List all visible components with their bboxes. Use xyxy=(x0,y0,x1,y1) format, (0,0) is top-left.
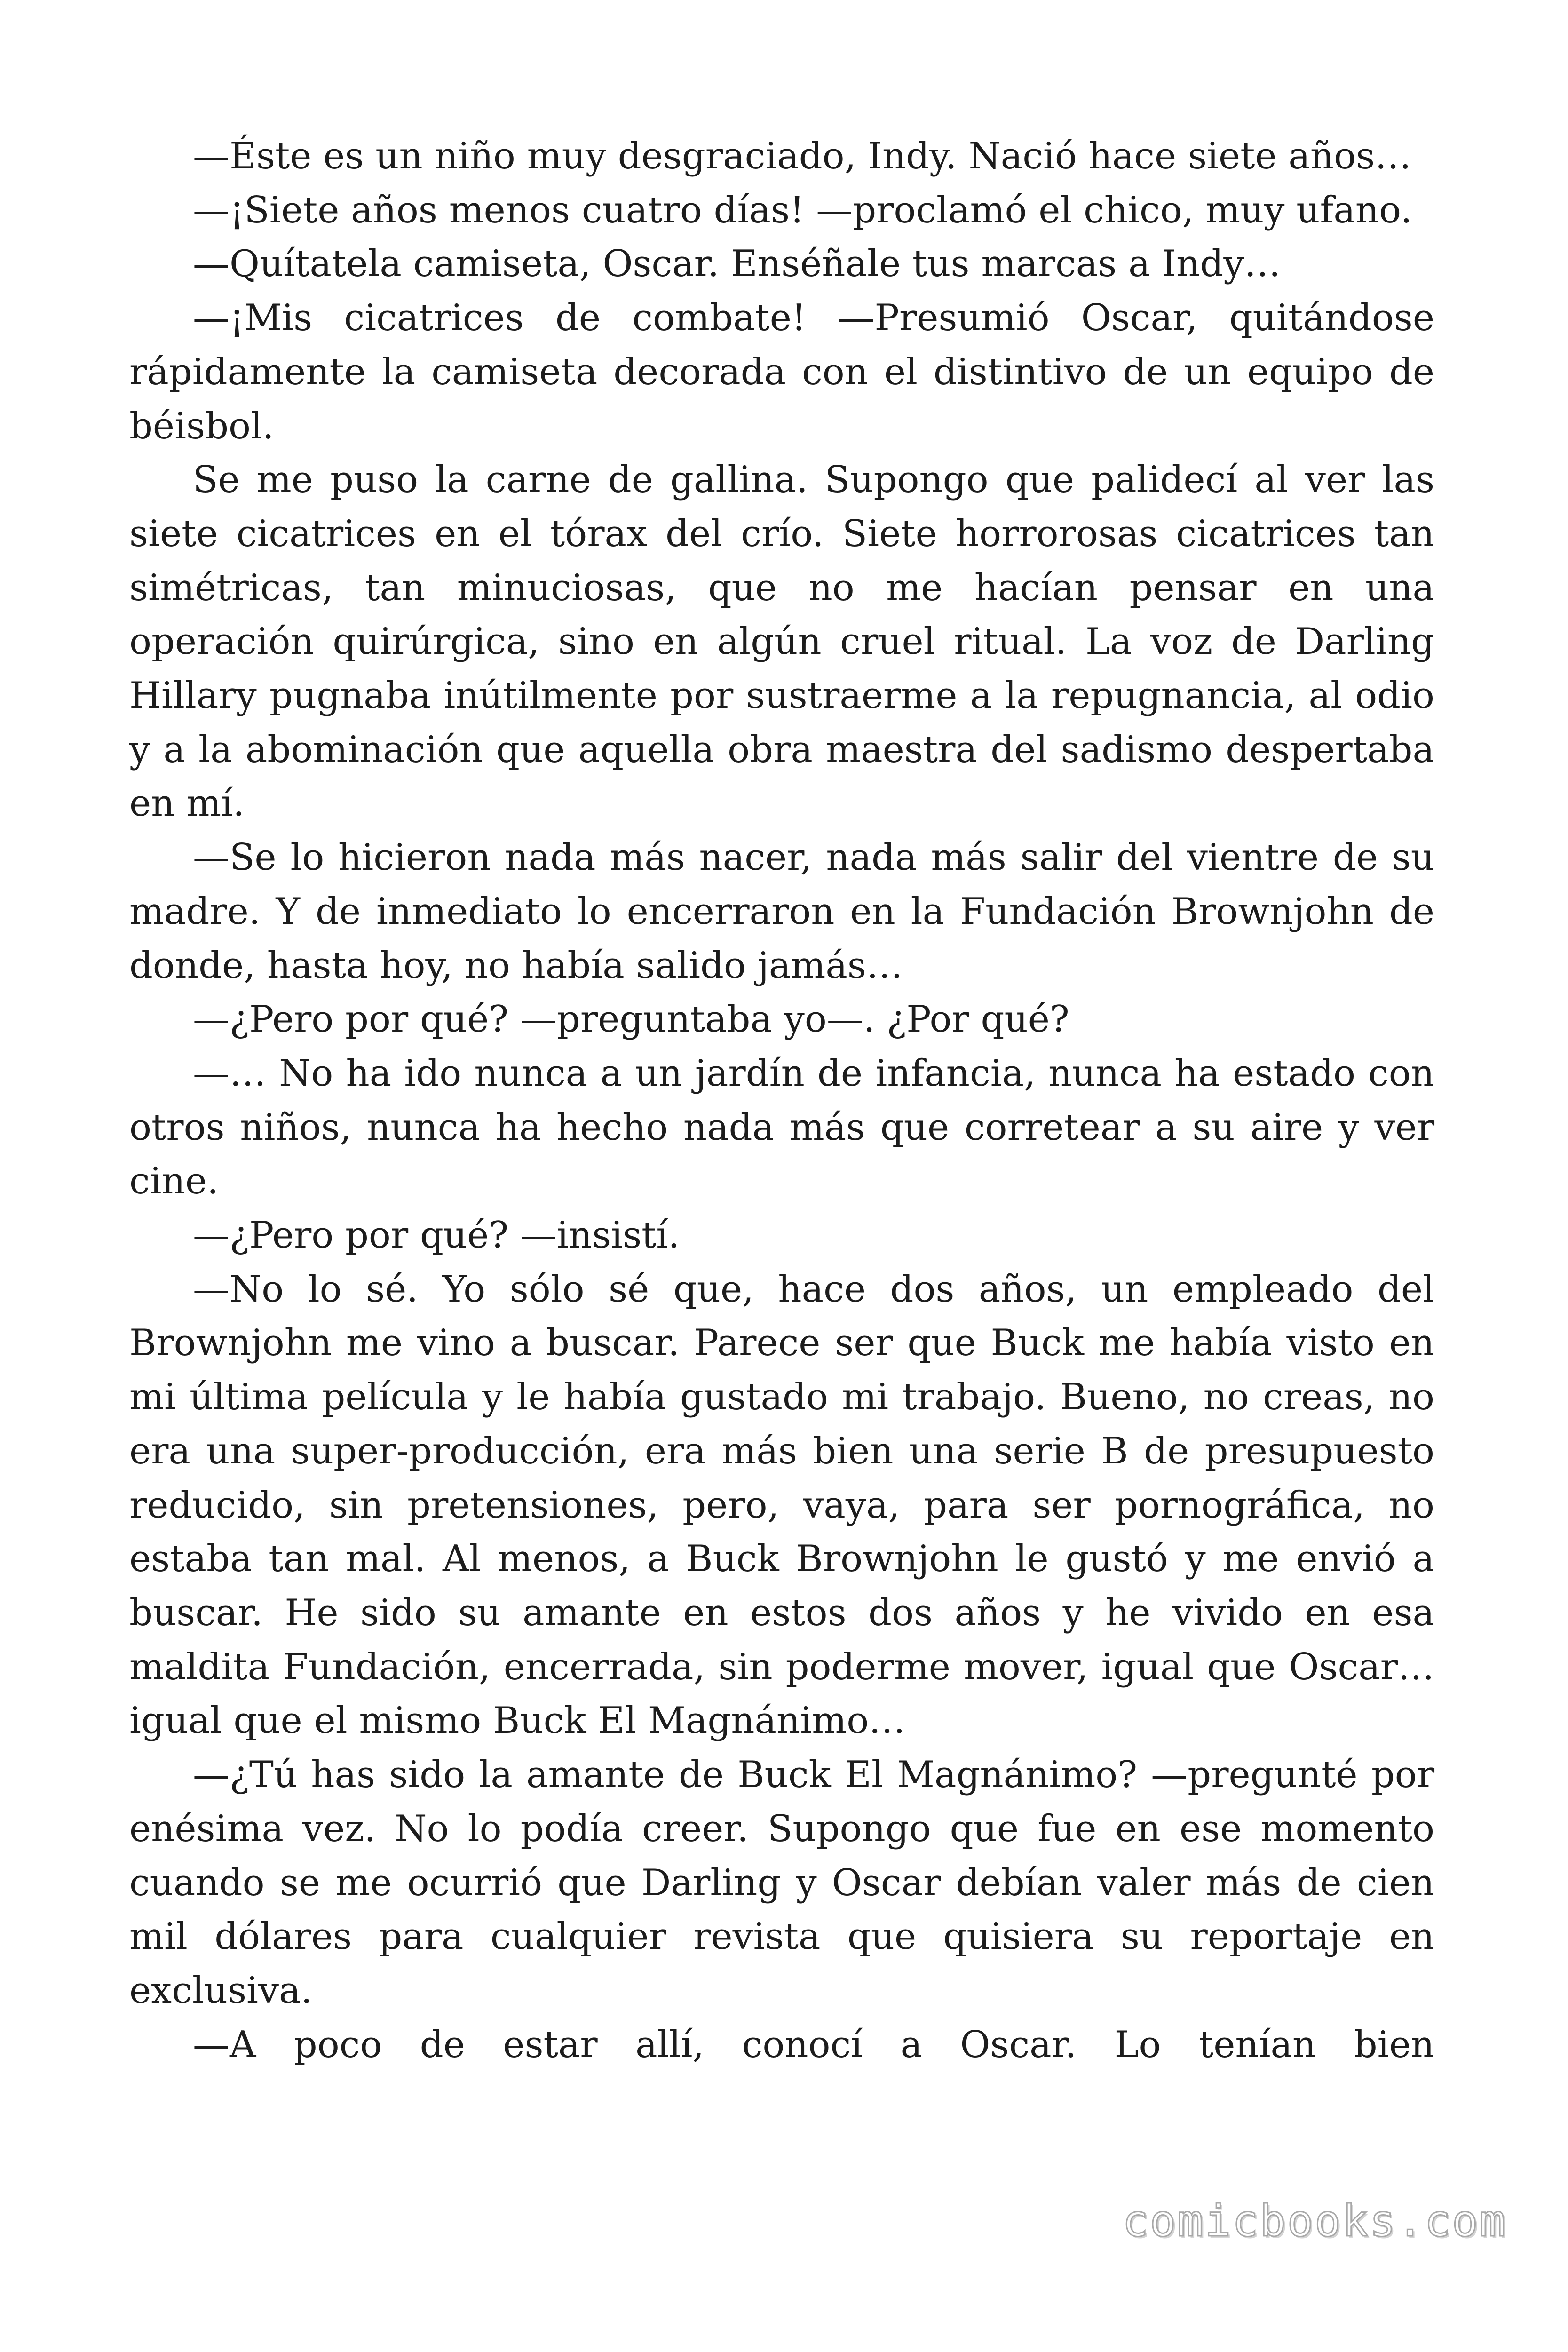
paragraph: —¿Pero por qué? —insistí. xyxy=(193,1214,680,1257)
book-page-text xyxy=(129,129,1434,2072)
paragraph: —… No ha ido nunca a un jardín de infancia, nunca ha estado con otros niños, nunca ha hecho nada más que corretear a su aire y ver cine. xyxy=(129,1052,1434,1203)
paragraph: —Se lo hicieron nada más nacer, nada más salir del vientre de su madre. Y de inmediato lo encerraron en la Fundación Brownjohn de donde, hasta hoy, no había salido jamás… xyxy=(129,836,1434,987)
paragraph: —¡Mis cicatrices de combate! —Presumió Oscar, quitándose rápidamente la camiseta decorada con el distintivo de un equipo de béisbol. xyxy=(129,297,1434,447)
paragraph: —No lo sé. Yo sólo sé que, hace dos años, un empleado del Brownjohn me vino a buscar. Parece ser que Buck me había visto en mi última película y le había gustado mi trabajo. Bueno, no creas, no era una super-producción, era más bien una serie B de presupuesto reducido, sin pretensiones, pero, vaya, para ser pornográfica, no estaba tan mal. Al menos, a Buck Brownjohn le gustó y me envió a buscar. He sido su amante en estos dos años y he vivido en esa maldita Fundación, encerrada, sin poderme mover, igual que Oscar… igual que el mismo Buck El Magnánimo… xyxy=(129,1268,1434,1742)
paragraph: —Éste es un niño muy desgraciado, Indy. Nació hace siete años… xyxy=(193,135,1412,177)
paragraph: Se me puso la carne de gallina. Supongo que palidecí al ver las siete cicatrices en el tórax del crío. Siete horrorosas cicatrices tan simétricas, tan minuciosas, que no me hacían pensar en una operación quirúrgica, sino en algún cruel ritual. La voz de Darling Hillary pugnaba inútilmente por sustraerme a la repugnancia, al odio y a la abominación que aquella obra maestra del sadismo despertaba en mí. xyxy=(129,459,1434,825)
paragraph: —¿Tú has sido la amante de Buck El Magnánimo? —pregunté por enésima vez. No lo podía creer. Supongo que fue en ese momento cuando se me ocurrió que Darling y Oscar debían valer más de cien mil dólares para cualquier revista que quisiera su reportaje en exclusiva. xyxy=(129,1754,1434,2012)
watermark-logo: comicbooks.com xyxy=(1122,2196,1507,2246)
paragraph: —Quítatela camiseta, Oscar. Enséñale tus marcas a Indy… xyxy=(193,243,1281,286)
paragraph: —¿Pero por qué? —preguntaba yo—. ¿Por qué? xyxy=(193,998,1069,1041)
paragraph-last: —A poco de estar allí, conocí a Oscar. Lo tenían bien xyxy=(193,2023,1434,2066)
paragraph: —¡Siete años menos cuatro días! —proclamó el chico, muy ufano. xyxy=(193,189,1412,231)
